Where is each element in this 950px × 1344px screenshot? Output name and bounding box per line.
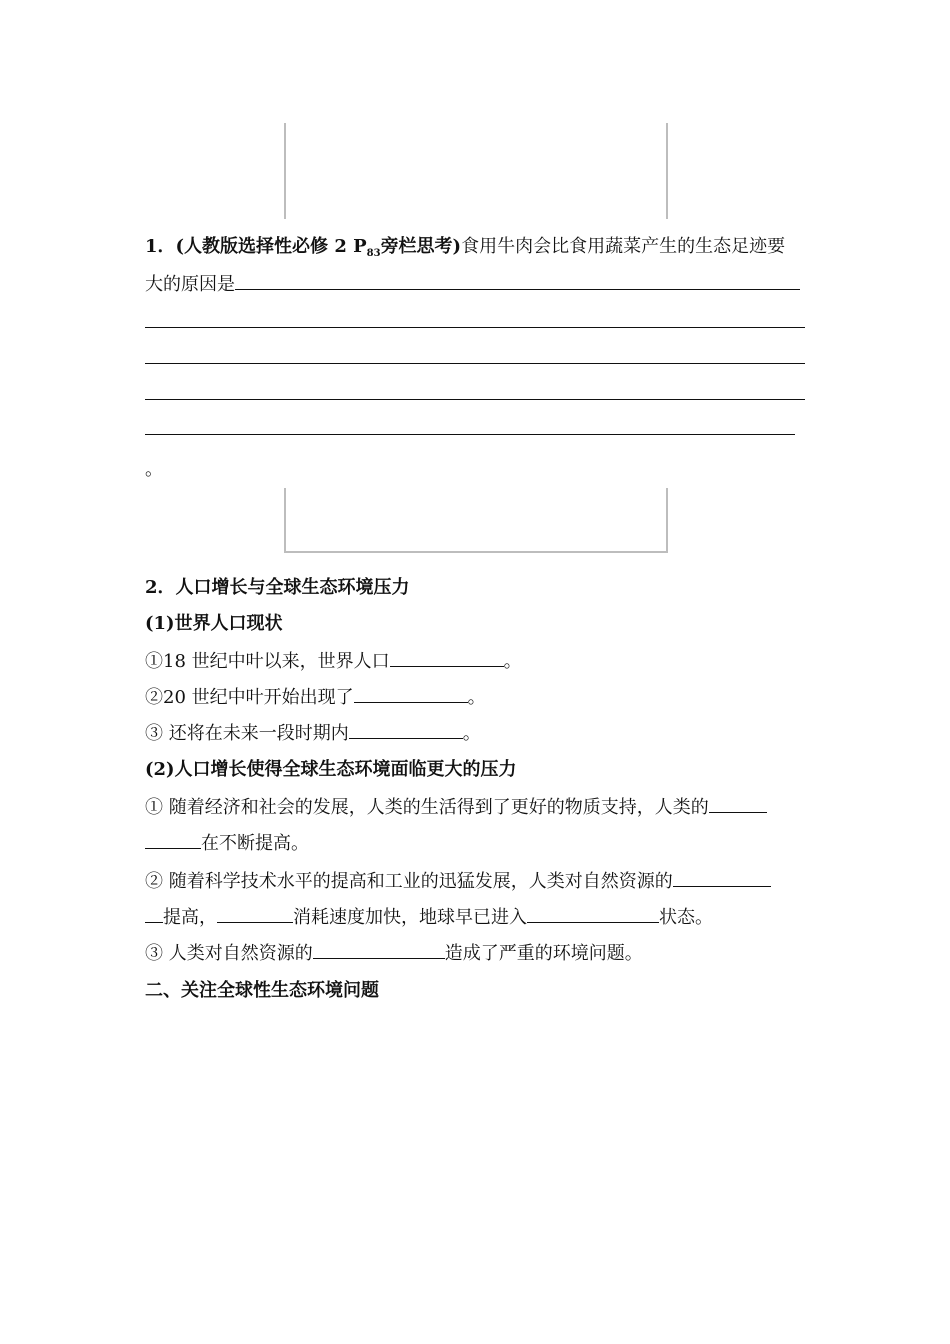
item-3 <box>145 721 481 746</box>
answer-frame-top <box>284 123 668 219</box>
section-heading: 二、关注全球性生态环境问题 <box>145 980 379 1001</box>
question-number: 1． <box>145 236 176 257</box>
subsection-2-title: (2)人口增长使得全球生态环境面临更大的压力 <box>145 759 517 780</box>
fill-blank[interactable] <box>313 941 445 959</box>
subsection-1-title: (1)世界人口现状 <box>145 613 283 634</box>
item-1 <box>145 649 522 674</box>
question-source-page: 83 <box>366 248 381 259</box>
paragraph-2-line-1 <box>145 869 771 894</box>
answer-end-mark: 。 <box>145 459 163 480</box>
fill-blank[interactable] <box>709 795 767 813</box>
fill-blank[interactable] <box>349 721 463 739</box>
fill-blank[interactable] <box>527 905 659 923</box>
question-source: (人教版选择性必修 2 P <box>175 236 367 257</box>
item-2 <box>145 685 486 710</box>
paragraph-2-text-c: 状态。 <box>659 907 713 928</box>
question-text-cont: 大的原因是 <box>145 274 235 295</box>
paragraph-1-line-2 <box>145 831 309 856</box>
paragraph-1-text-end: 在不断提高。 <box>201 833 309 854</box>
item-1-text: ①18 世纪中叶以来，世界人口 <box>145 651 390 672</box>
item-2-text: ②20 世纪中叶开始出现了 <box>145 687 354 708</box>
paragraph-1-text: ① 随着经济和社会的发展，人类的生活得到了更好的物质支持，人类的 <box>145 797 709 818</box>
fill-blank[interactable] <box>354 685 468 703</box>
fill-blank[interactable] <box>217 905 293 923</box>
paragraph-3 <box>145 941 643 966</box>
fill-blank[interactable] <box>145 905 163 923</box>
paragraph-2-text-b: 消耗速度加快，地球早已进入 <box>293 907 527 928</box>
item-3-end: 。 <box>462 723 481 744</box>
answer-line[interactable] <box>145 327 805 328</box>
question-text: 食用牛肉会比食用蔬菜产生的生态足迹要 <box>461 236 786 257</box>
item-1-end: 。 <box>503 651 522 672</box>
question-1-line-2 <box>145 272 800 297</box>
paragraph-2-text-a: 提高， <box>163 907 217 928</box>
fill-blank[interactable] <box>673 869 771 887</box>
paragraph-3-text: ③ 人类对自然资源的 <box>145 943 313 964</box>
section-2-title: 2．人口增长与全球生态环境压力 <box>145 577 410 598</box>
item-2-end: 。 <box>467 687 486 708</box>
fill-blank[interactable] <box>145 831 201 849</box>
paragraph-3-text-end: 造成了严重的环境问题。 <box>444 943 643 964</box>
item-3-text: ③ 还将在未来一段时期内 <box>145 723 349 744</box>
paragraph-2-text: ② 随着科学技术水平的提高和工业的迅猛发展，人类对自然资源的 <box>145 871 673 892</box>
paragraph-2-line-2 <box>145 905 713 930</box>
answer-line[interactable] <box>145 434 795 435</box>
answer-blank[interactable] <box>235 272 800 290</box>
fill-blank[interactable] <box>390 649 504 667</box>
answer-line[interactable] <box>145 363 805 364</box>
question-source-end: 旁栏思考) <box>380 236 462 257</box>
answer-line[interactable] <box>145 399 805 400</box>
paragraph-1-line-1 <box>145 795 767 820</box>
question-1-line-1 <box>145 235 785 262</box>
answer-frame-bottom <box>284 488 668 553</box>
